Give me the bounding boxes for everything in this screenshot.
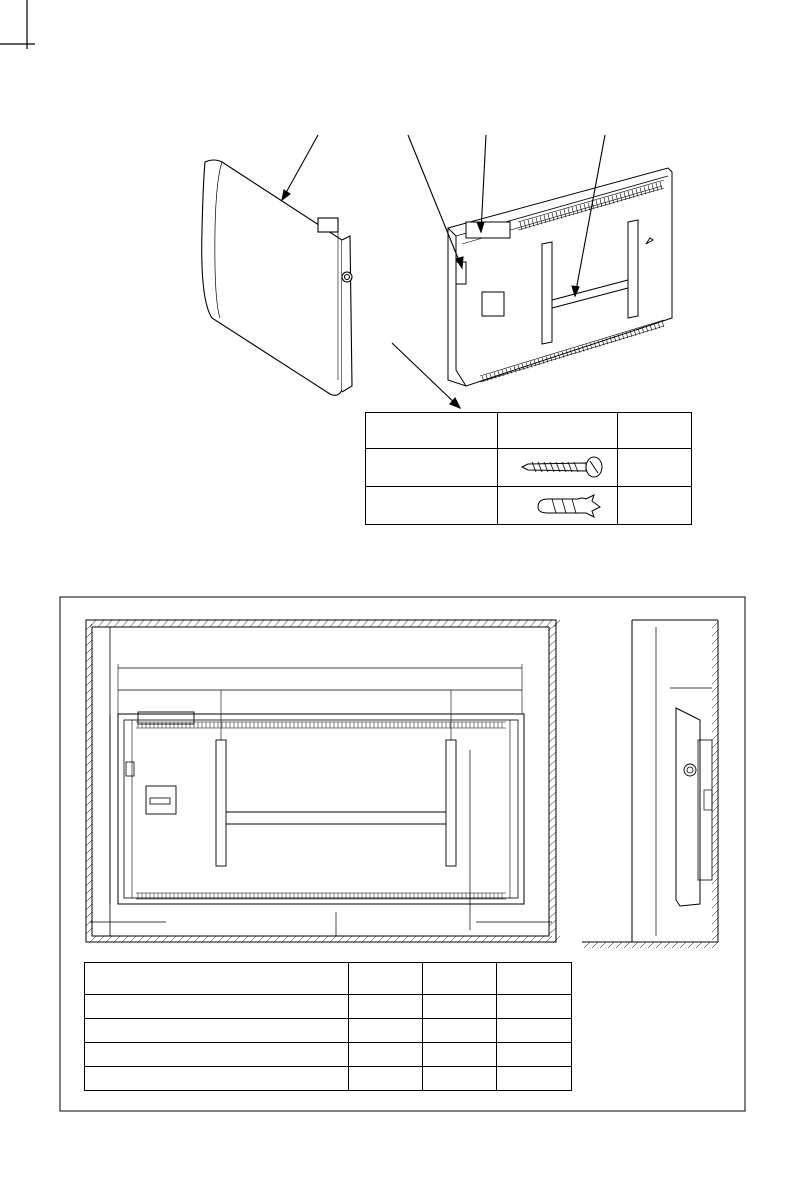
hatch-stroke: [114, 620, 120, 627]
hatch-stroke: [346, 936, 352, 942]
hatch-stroke: [712, 910, 718, 916]
hatch-stroke: [218, 620, 224, 627]
hatch-stroke: [712, 654, 718, 660]
hatch-stroke: [402, 936, 408, 942]
hatch-stroke: [549, 832, 556, 838]
hatch-stroke: [362, 936, 368, 942]
fixings-header-item: [366, 413, 498, 449]
hatch-stroke: [712, 886, 718, 892]
hatch-stroke: [672, 942, 678, 948]
hatch-stroke: [86, 760, 92, 766]
hatch-stroke: [506, 936, 512, 942]
hatch-stroke: [258, 620, 264, 627]
hatch-stroke: [86, 808, 92, 814]
hatch-stroke: [712, 710, 718, 716]
hatch-stroke: [146, 620, 152, 627]
hatch-stroke: [549, 664, 556, 670]
hatch-stroke: [86, 824, 92, 830]
hatch-stroke: [226, 936, 232, 942]
hatch-stroke: [86, 784, 92, 790]
hatch-stroke: [90, 620, 96, 627]
hatch-stroke: [549, 912, 556, 918]
hatch-stroke: [98, 620, 104, 627]
hatch-stroke: [712, 894, 718, 900]
hatch-stroke: [442, 936, 448, 942]
hatch-stroke: [712, 726, 718, 732]
hatch-stroke: [712, 798, 718, 804]
hatch-stroke: [354, 936, 360, 942]
hatch-stroke: [394, 936, 400, 942]
hatch-stroke: [86, 648, 92, 654]
hatch-stroke: [632, 942, 638, 948]
dims-row: [85, 995, 572, 1019]
hatch-stroke: [712, 918, 718, 924]
hatch-stroke: [712, 686, 718, 692]
hatch-stroke: [194, 936, 200, 942]
hatch-stroke: [426, 620, 432, 627]
hatch-stroke: [242, 936, 248, 942]
hatch-stroke: [86, 872, 92, 878]
hatch-stroke: [346, 620, 352, 627]
hatch-stroke: [170, 620, 176, 627]
hatch-stroke: [712, 694, 718, 700]
hatch-stroke: [378, 936, 384, 942]
hatch-stroke: [86, 800, 92, 806]
hatch-stroke: [86, 776, 92, 782]
hatch-stroke: [549, 736, 556, 742]
wall-plug-illustration: [508, 487, 608, 521]
hatch-stroke: [162, 620, 168, 627]
hatch-stroke: [549, 728, 556, 734]
hatch-stroke: [170, 936, 176, 942]
hatch-stroke: [592, 942, 598, 948]
hatch-stroke: [266, 936, 272, 942]
dims-row: [85, 1019, 572, 1043]
hatch-stroke: [549, 840, 556, 846]
hatch-stroke: [549, 848, 556, 854]
hatch-stroke: [712, 846, 718, 852]
hatch-stroke: [234, 936, 240, 942]
dims-cell: [497, 1043, 572, 1067]
hatch-stroke: [122, 936, 128, 942]
hatch-stroke: [704, 942, 710, 948]
hatch-stroke: [712, 774, 718, 780]
hatch-stroke: [712, 742, 718, 748]
hatch-stroke: [549, 888, 556, 894]
hatch-stroke: [549, 632, 556, 638]
hatch-stroke: [549, 880, 556, 886]
hatch-stroke: [466, 936, 472, 942]
hatch-stroke: [86, 888, 92, 894]
dims-cell: [423, 995, 497, 1019]
dims-cell: [349, 1043, 423, 1067]
hatch-stroke: [86, 720, 92, 726]
hatch-stroke: [466, 620, 472, 627]
hatch-stroke: [656, 942, 662, 948]
hatch-stroke: [434, 620, 440, 627]
dims-row: [85, 1067, 572, 1091]
hatch-stroke: [434, 936, 440, 942]
dims-cell: [423, 1067, 497, 1091]
dims-cell: [349, 995, 423, 1019]
hatch-stroke: [146, 936, 152, 942]
dims-cell: [85, 1043, 349, 1067]
dimensions-table: [84, 962, 572, 1091]
hatch-stroke: [154, 936, 160, 942]
hatch-stroke: [442, 620, 448, 627]
hatch-stroke: [298, 620, 304, 627]
hatch-stroke: [106, 620, 112, 627]
wall-plug-icon: [498, 487, 618, 525]
hatch-stroke: [549, 784, 556, 790]
fixings-row-name: [366, 449, 498, 487]
hatch-stroke: [306, 620, 312, 627]
hatch-stroke: [514, 620, 520, 627]
hatch-stroke: [178, 620, 184, 627]
dims-header: [349, 963, 423, 995]
hatch-stroke: [616, 942, 622, 948]
hatch-stroke: [202, 620, 208, 627]
hatch-stroke: [549, 928, 556, 934]
hatch-stroke: [426, 936, 432, 942]
screw-icon: [498, 449, 618, 487]
hatch-stroke: [712, 622, 718, 628]
hatch-stroke: [86, 896, 92, 902]
hatch-stroke: [178, 936, 184, 942]
hatch-stroke: [330, 620, 336, 627]
hatch-stroke: [712, 870, 718, 876]
hatch-stroke: [624, 942, 630, 948]
hatch-stroke: [86, 736, 92, 742]
hatch-stroke: [712, 734, 718, 740]
hatch-stroke: [549, 744, 556, 750]
hatch-stroke: [242, 620, 248, 627]
hatch-stroke: [298, 936, 304, 942]
hatch-stroke: [549, 792, 556, 798]
hatch-stroke: [322, 620, 328, 627]
hatch-stroke: [648, 942, 654, 948]
hatch-stroke: [712, 790, 718, 796]
hatch-stroke: [608, 942, 614, 948]
hatch-stroke: [549, 752, 556, 758]
dims-cell: [497, 995, 572, 1019]
hatch-stroke: [549, 648, 556, 654]
hatch-stroke: [680, 942, 686, 948]
hatch-stroke: [386, 936, 392, 942]
hatch-stroke: [274, 620, 280, 627]
hatch-stroke: [474, 620, 480, 627]
dims-cell: [85, 1019, 349, 1043]
hatch-stroke: [712, 830, 718, 836]
side-elevation-drawing: [582, 620, 718, 948]
hatch-stroke: [322, 936, 328, 942]
fixings-row-qty: [618, 487, 692, 525]
hatch-stroke: [688, 942, 694, 948]
hatch-stroke: [338, 936, 344, 942]
hatch-stroke: [712, 934, 718, 940]
hatch-stroke: [86, 728, 92, 734]
hatch-stroke: [514, 936, 520, 942]
hatch-stroke: [130, 620, 136, 627]
hatch-stroke: [162, 936, 168, 942]
hatch-stroke: [386, 620, 392, 627]
hatch-stroke: [226, 620, 232, 627]
hatch-stroke: [86, 856, 92, 862]
hatch-stroke: [549, 768, 556, 774]
hatch-stroke: [549, 760, 556, 766]
hatch-stroke: [549, 624, 556, 630]
hatch-stroke: [306, 936, 312, 942]
hatch-stroke: [712, 854, 718, 860]
hatch-stroke: [250, 620, 256, 627]
hatch-stroke: [549, 904, 556, 910]
fixings-row: [366, 487, 692, 525]
hatch-stroke: [86, 816, 92, 822]
hatch-stroke: [138, 620, 144, 627]
hatch-stroke: [314, 620, 320, 627]
dims-header: [423, 963, 497, 995]
hatch-stroke: [549, 824, 556, 830]
hatch-stroke: [482, 936, 488, 942]
hatch-stroke: [234, 620, 240, 627]
hatch-stroke: [282, 936, 288, 942]
hatch-stroke: [530, 620, 536, 627]
hatch-stroke: [549, 704, 556, 710]
hatch-stroke: [498, 936, 504, 942]
hatch-stroke: [114, 936, 120, 942]
hatch-stroke: [154, 620, 160, 627]
hatch-stroke: [86, 632, 92, 638]
dims-row: [85, 1043, 572, 1067]
fixings-row: [366, 449, 692, 487]
fixings-header-qty: [618, 413, 692, 449]
hatch-stroke: [450, 620, 456, 627]
hatch-stroke: [86, 704, 92, 710]
hatch-stroke: [712, 838, 718, 844]
hatch-stroke: [86, 832, 92, 838]
hatch-stroke: [549, 640, 556, 646]
hatch-stroke: [712, 678, 718, 684]
hatch-stroke: [106, 936, 112, 942]
hatch-stroke: [194, 620, 200, 627]
hatch-stroke: [474, 936, 480, 942]
hatch-stroke: [86, 744, 92, 750]
dims-cell: [497, 1067, 572, 1091]
hatch-stroke: [549, 656, 556, 662]
hatch-stroke: [378, 620, 384, 627]
dims-cell: [349, 1019, 423, 1043]
hatch-stroke: [712, 782, 718, 788]
hatch-stroke: [712, 750, 718, 756]
hatch-stroke: [202, 936, 208, 942]
hatch-stroke: [86, 792, 92, 798]
fixings-header-image: [498, 413, 618, 449]
dims-cell: [423, 1019, 497, 1043]
hatch-stroke: [186, 620, 192, 627]
hatch-stroke: [712, 942, 718, 948]
hatch-stroke: [362, 620, 368, 627]
fixings-row-qty: [618, 449, 692, 487]
hatch-stroke: [549, 808, 556, 814]
hatch-stroke: [530, 936, 536, 942]
hatch-stroke: [266, 620, 272, 627]
hatch-stroke: [712, 902, 718, 908]
hatch-stroke: [538, 936, 544, 942]
hatch-stroke: [490, 620, 496, 627]
hatch-stroke: [490, 936, 496, 942]
hatch-stroke: [498, 620, 504, 627]
dims-cell: [85, 1067, 349, 1091]
hatch-stroke: [338, 620, 344, 627]
hatch-stroke: [538, 620, 544, 627]
hatch-stroke: [282, 620, 288, 627]
hatch-stroke: [549, 856, 556, 862]
hatch-stroke: [712, 766, 718, 772]
hatch-stroke: [554, 620, 560, 627]
dims-cell: [85, 995, 349, 1019]
hatch-stroke: [274, 936, 280, 942]
hatch-stroke: [218, 936, 224, 942]
hatch-stroke: [370, 936, 376, 942]
hatch-stroke: [86, 624, 92, 630]
hatch-stroke: [712, 646, 718, 652]
hatch-stroke: [86, 912, 92, 918]
hatch-stroke: [418, 936, 424, 942]
dims-header: [497, 963, 572, 995]
hatch-stroke: [554, 936, 560, 942]
crop-mark-icon: [0, 0, 35, 49]
hatch-stroke: [549, 712, 556, 718]
hatch-stroke: [86, 680, 92, 686]
hatch-stroke: [549, 680, 556, 686]
hatch-stroke: [210, 936, 216, 942]
hatch-stroke: [86, 864, 92, 870]
hatch-stroke: [354, 620, 360, 627]
rear-unit-illustration: [448, 168, 672, 386]
hatch-stroke: [712, 926, 718, 932]
hatch-stroke: [86, 928, 92, 934]
hatch-stroke: [86, 688, 92, 694]
hatch-stroke: [250, 936, 256, 942]
hatch-stroke: [712, 878, 718, 884]
hatch-stroke: [522, 936, 528, 942]
dims-cell: [497, 1019, 572, 1043]
hatch-stroke: [584, 942, 590, 948]
hatch-stroke: [696, 942, 702, 948]
hatch-stroke: [370, 620, 376, 627]
hatch-stroke: [98, 936, 104, 942]
hatch-stroke: [402, 620, 408, 627]
fixings-row-name: [366, 487, 498, 525]
hatch-stroke: [130, 936, 136, 942]
hatch-stroke: [712, 670, 718, 676]
hatch-stroke: [546, 936, 552, 942]
hatch-stroke: [664, 942, 670, 948]
hatch-stroke: [418, 620, 424, 627]
hatch-stroke: [549, 896, 556, 902]
hatch-stroke: [290, 620, 296, 627]
hatch-stroke: [549, 920, 556, 926]
hatch-stroke: [712, 638, 718, 644]
hatch-stroke: [712, 758, 718, 764]
fixings-table: [365, 412, 692, 525]
hatch-stroke: [210, 620, 216, 627]
front-elevation-drawing: [86, 620, 560, 942]
hatch-stroke: [86, 752, 92, 758]
screw-illustration: [508, 449, 608, 483]
hatch-stroke: [86, 880, 92, 886]
hatch-stroke: [410, 620, 416, 627]
hatch-stroke: [86, 904, 92, 910]
hatch-stroke: [712, 702, 718, 708]
hatch-stroke: [549, 864, 556, 870]
hatch-stroke: [546, 620, 552, 627]
hatch-stroke: [549, 800, 556, 806]
hatch-stroke: [86, 656, 92, 662]
hatch-stroke: [549, 816, 556, 822]
hatch-stroke: [549, 720, 556, 726]
hatch-stroke: [450, 936, 456, 942]
hatch-stroke: [86, 840, 92, 846]
hatch-stroke: [86, 768, 92, 774]
hatch-stroke: [482, 620, 488, 627]
hatch-stroke: [712, 822, 718, 828]
hatch-stroke: [86, 672, 92, 678]
hatch-stroke: [549, 776, 556, 782]
hatch-stroke: [549, 696, 556, 702]
hatch-stroke: [712, 862, 718, 868]
hatch-stroke: [549, 672, 556, 678]
hatch-stroke: [600, 942, 606, 948]
front-panel-illustration: [202, 160, 352, 395]
hatch-stroke: [522, 620, 528, 627]
hatch-stroke: [410, 936, 416, 942]
hatch-stroke: [712, 814, 718, 820]
dims-cell: [423, 1043, 497, 1067]
hatch-stroke: [506, 620, 512, 627]
hatch-stroke: [549, 688, 556, 694]
hatch-stroke: [86, 664, 92, 670]
dims-cell: [349, 1067, 423, 1091]
hatch-stroke: [458, 936, 464, 942]
hatch-stroke: [86, 712, 92, 718]
hatch-stroke: [394, 620, 400, 627]
hatch-stroke: [290, 936, 296, 942]
hatch-stroke: [712, 630, 718, 636]
hatch-stroke: [712, 718, 718, 724]
hatch-stroke: [122, 620, 128, 627]
hatch-stroke: [330, 936, 336, 942]
hatch-stroke: [138, 936, 144, 942]
hatch-stroke: [458, 620, 464, 627]
hatch-stroke: [712, 806, 718, 812]
dims-header: [85, 963, 349, 995]
hatch-stroke: [314, 936, 320, 942]
hatch-stroke: [640, 942, 646, 948]
hatch-stroke: [86, 640, 92, 646]
hatch-stroke: [258, 936, 264, 942]
hatch-stroke: [549, 872, 556, 878]
hatch-stroke: [86, 920, 92, 926]
hatch-stroke: [86, 848, 92, 854]
hatch-stroke: [86, 696, 92, 702]
hatch-stroke: [712, 662, 718, 668]
hatch-stroke: [90, 936, 96, 942]
hatch-stroke: [186, 936, 192, 942]
